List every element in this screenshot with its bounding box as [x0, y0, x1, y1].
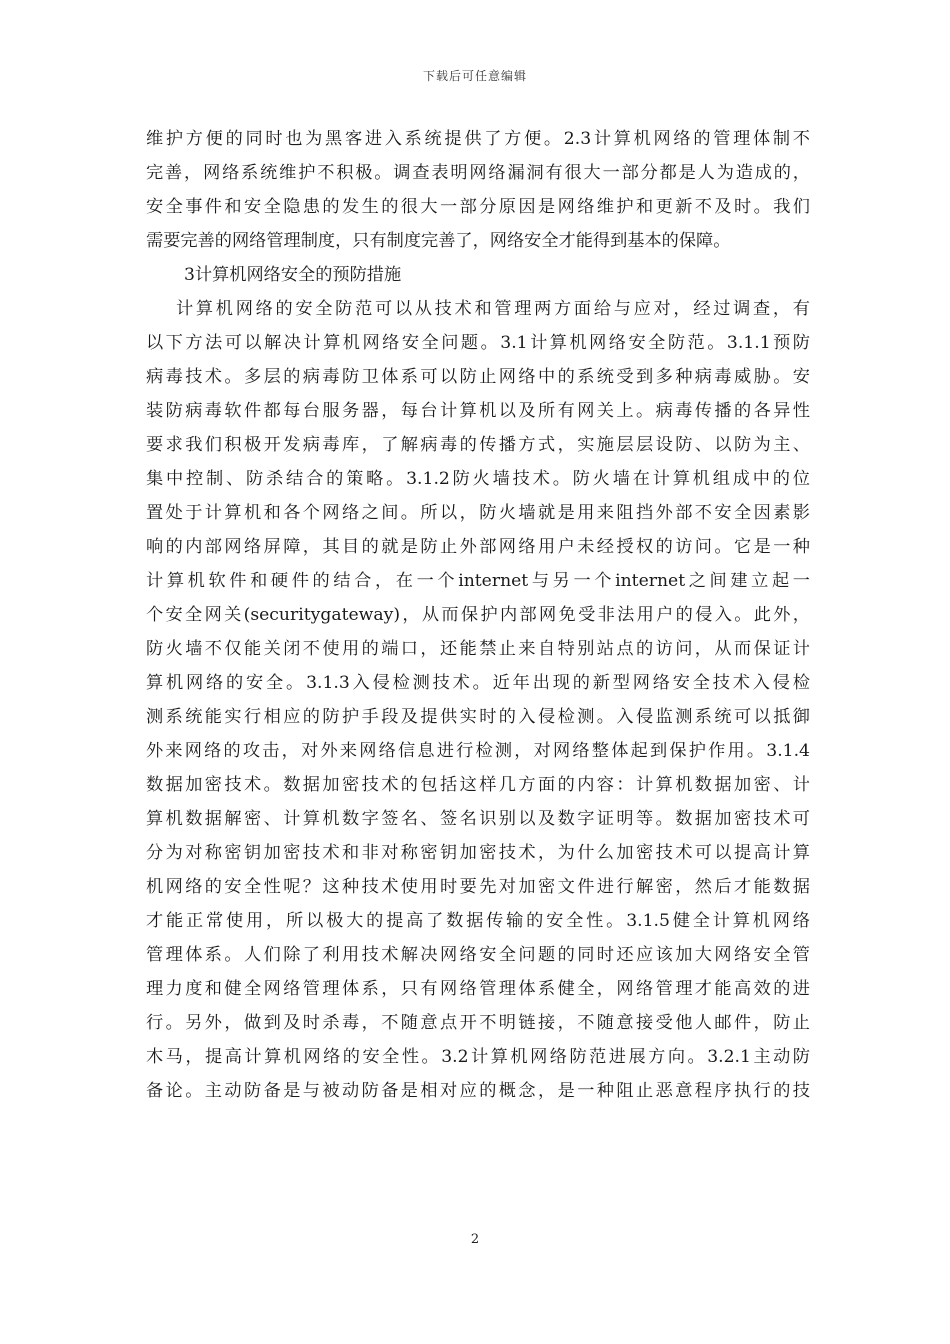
page-number: 2 [470, 1232, 480, 1247]
text-line: 维护方便的同时也为黑客进入系统提供了方便。2.3计算机网络的管理体制不 [146, 129, 810, 149]
text-line: 响的内部网络屏障，其目的就是防止外部网络用户未经授权的访问。它是一种 [146, 537, 810, 557]
text-line: 计算机网络的安全防范可以从技术和管理两方面给与应对，经过调查，有 [176, 299, 810, 319]
text-line: 需要完善的网络管理制度，只有制度完善了，网络安全才能得到基本的保障。 [146, 231, 731, 251]
text-line: 完善，网络系统维护不积极。调查表明网络漏洞有很大一部分都是人为造成的， [146, 163, 810, 183]
text-line: 安全事件和安全隐患的发生的很大一部分原因是网络维护和更新不及时。我们 [146, 197, 810, 217]
text-line: 个安全网关(securitygateway)，从而保护内部网免受非法用户的侵入。此外， [146, 605, 810, 625]
text-line: 以下方法可以解决计算机网络安全问题。3.1计算机网络安全防范。3.1.1预防 [146, 333, 810, 353]
text-line: 集中控制、防杀结合的策略。3.1.2防火墙技术。防火墙在计算机组成中的位 [146, 469, 810, 489]
text-line: 置处于计算机和各个网络之间。所以，防火墙就是用来阻挡外部不安全因素影 [146, 503, 810, 523]
text-line: 装防病毒软件都每台服务器，每台计算机以及所有网关上。病毒传播的各异性 [146, 401, 810, 421]
text-line: 算机数据解密、计算机数字签名、签名识别以及数字证明等。数据加密技术可 [146, 809, 810, 829]
text-line: 理力度和健全网络管理体系，只有网络管理体系健全，网络管理才能高效的进 [146, 979, 810, 999]
text-line: 算机网络的安全。3.1.3入侵检测技术。近年出现的新型网络安全技术入侵检 [146, 673, 810, 693]
text-line: 机网络的安全性呢？这种技术使用时要先对加密文件进行解密，然后才能数据 [146, 877, 810, 897]
text-line: 测系统能实行相应的防护手段及提供实时的入侵检测。入侵监测系统可以抵御 [146, 707, 810, 727]
text-line: 数据加密技术。数据加密技术的包括这样几方面的内容：计算机数据加密、计 [146, 775, 810, 795]
text-line: 行。另外，做到及时杀毒，不随意点开不明链接，不随意接受他人邮件，防止 [146, 1013, 810, 1033]
text-line: 备论。主动防备是与被动防备是相对应的概念，是一种阻止恶意程序执行的技 [146, 1081, 810, 1101]
text-line: 才能正常使用，所以极大的提高了数据传输的安全性。3.1.5健全计算机网络 [146, 911, 810, 931]
text-line: 病毒技术。多层的病毒防卫体系可以防止网络中的系统受到多种病毒威胁。安 [146, 367, 810, 387]
text-line: 木马，提高计算机网络的安全性。3.2计算机网络防范进展方向。3.2.1主动防 [146, 1047, 810, 1067]
text-line: 计算机软件和硬件的结合，在一个internet与另一个internet之间建立起一 [146, 571, 810, 591]
text-line: 管理体系。人们除了利用技术解决网络安全问题的同时还应该加大网络安全管 [146, 945, 810, 965]
page-header-note: 下载后可任意编辑 [422, 69, 527, 83]
text-line: 外来网络的攻击，对外来网络信息进行检测，对网络整体起到保护作用。3.1.4 [146, 741, 810, 761]
section-heading: 3计算机网络安全的预防措施 [184, 265, 402, 285]
document-body [146, 122, 810, 1108]
text-line: 防火墙不仅能关闭不使用的端口，还能禁止来自特别站点的访问，从而保证计 [146, 639, 810, 659]
text-line: 要求我们积极开发病毒库，了解病毒的传播方式，实施层层设防、以防为主、 [146, 435, 810, 455]
text-line: 分为对称密钥加密技术和非对称密钥加密技术，为什么加密技术可以提高计算 [146, 843, 810, 863]
